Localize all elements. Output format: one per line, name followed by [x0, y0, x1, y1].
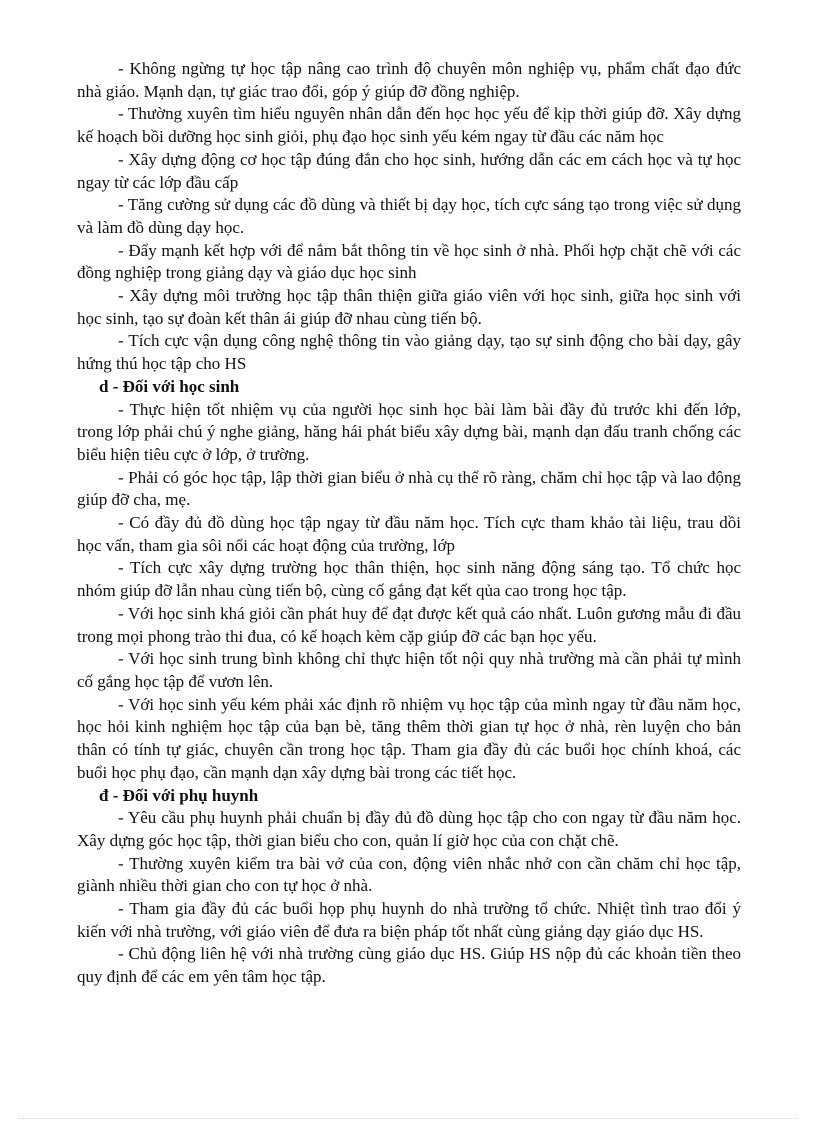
student-measure-paragraph: - Tích cực xây dựng trường học thân thiện, học sinh năng động sáng tạo. Tổ chức học nhóm giúp đỡ lẫn nhau cùng tiến bộ, cùng cố gắng đạt kết qủa cao trong học tập. — [77, 558, 741, 601]
student-measure-paragraph: - Với học sinh trung bình không chỉ thực hiện tốt nội quy nhà trường mà cần phải tự mình cố gắng học tập để vươn lên. — [77, 649, 741, 691]
teacher-measure-paragraph: - Thường xuyên tìm hiểu nguyên nhân dẫn đến học học yếu để kịp thời giúp đỡ. Xây dựng kế hoạch bồi dưỡng học sinh giỏi, phụ đạo học sinh yếu kém ngay từ đầu các năm học — [77, 104, 741, 147]
student-measure-paragraph: - Có đầy đủ đồ dùng học tập ngay từ đầu năm học. Tích cực tham khảo tài liệu, trau dồi học vấn, tham gia sôi nổi các hoạt động của trường, lớp — [77, 513, 741, 555]
student-measure-paragraph: - Với học sinh khá giỏi cần phát huy để đạt được kết quả cáo nhất. Luôn gương mẫu đi đầu trong mọi phong trào thi đua, có kế hoạch kèm cặp giúp đỡ các bạn học yếu. — [77, 603, 741, 646]
teacher-measure-paragraph: - Tăng cường sử dụng các đồ dùng và thiết bị dạy học, tích cực sáng tạo trong việc sử dụng và làm đồ dùng dạy học. — [77, 195, 741, 237]
parent-measure-paragraph: - Thường xuyên kiểm tra bài vở của con, động viên nhắc nhở con cần chăm chỉ học tập, giành nhiều thời gian cho con tự học ở nhà. — [77, 853, 741, 896]
page-bottom-divider — [18, 1118, 798, 1119]
student-measure-paragraph: - Với học sinh yếu kém phải xác định rõ nhiệm vụ học tập của mình ngay từ đầu năm học, học hỏi kinh nghiệm học tập của bạn bè, tăng thêm thời gian tự học ở nhà, rèn luyện cho bản thân có tính tự giác, chuyên cần trong học tập. Tham gia đầy đủ các buổi học chính khoá, các buổi học phụ đạo, cần mạnh dạn xây dựng bài trong các tiết học. — [77, 694, 741, 782]
teacher-measure-paragraph: - Đẩy mạnh kết hợp với để nắm bắt thông tin về học sinh ở nhà. Phối hợp chặt chẽ với các đồng nghiệp trong giảng dạy và giáo dục học sinh — [77, 240, 741, 283]
teacher-measure-paragraph: - Xây dựng động cơ học tập đúng đắn cho học sinh, hướng dẫn các em cách học và tự học ngay từ các lớp đầu cấp — [77, 149, 741, 192]
parent-measure-paragraph: - Tham gia đầy đủ các buổi họp phụ huynh do nhà trường tổ chức. Nhiệt tình trao đổi ý kiến với nhà trường, với giáo viên để đưa ra biện pháp tốt nhất cùng giảng dạy giáo dục HS. — [77, 899, 741, 941]
student-measure-paragraph: - Phải có góc học tập, lập thời gian biểu ở nhà cụ thể rõ ràng, chăm chỉ học tập và lao động giúp đỡ cha, mẹ. — [77, 467, 741, 510]
teacher-measure-paragraph: - Không ngừng tự học tập nâng cao trình độ chuyên môn nghiệp vụ, phẩm chất đạo đức nhà giáo. Mạnh dạn, tự giác trao đổi, góp ý giúp đỡ đồng nghiệp. — [77, 59, 741, 101]
document-body — [77, 58, 741, 989]
student-measure-paragraph: - Thực hiện tốt nhiệm vụ của người học sinh học bài làm bài đầy đủ trước khi đến lớp, trong lớp phải chú ý nghe giảng, hăng hái phát biểu xây dựng bài, mạnh dạn đấu tranh chống các biểu hiện tiêu cực ở lớp, ở trường. — [77, 399, 741, 464]
teacher-measure-paragraph: - Tích cực vận dụng công nghệ thông tin vào giảng dạy, tạo sự sinh động cho bài dạy, gây hứng thú học tập cho HS — [77, 331, 741, 374]
section-heading-parents: đ - Đối với phụ huynh — [99, 785, 259, 805]
parent-measure-paragraph: - Chủ động liên hệ với nhà trường cùng giáo dục HS. Giúp HS nộp đủ các khoản tiền theo quy định để các em yên tâm học tập. — [77, 944, 741, 987]
parent-measure-paragraph: - Yêu cầu phụ huynh phải chuẩn bị đầy đủ đồ dùng học tập cho con ngay từ đầu năm học. Xây dựng góc học tập, thời gian biểu cho con, quản lí giờ học của con chặt chẽ. — [77, 808, 741, 850]
teacher-measure-paragraph: - Xây dựng môi trường học tập thân thiện giữa giáo viên với học sinh, giữa học sinh với học sinh, tạo sự đoàn kết thân ái giúp đỡ nhau cùng tiến bộ. — [77, 286, 741, 328]
section-heading-students: d - Đối với học sinh — [99, 376, 240, 396]
